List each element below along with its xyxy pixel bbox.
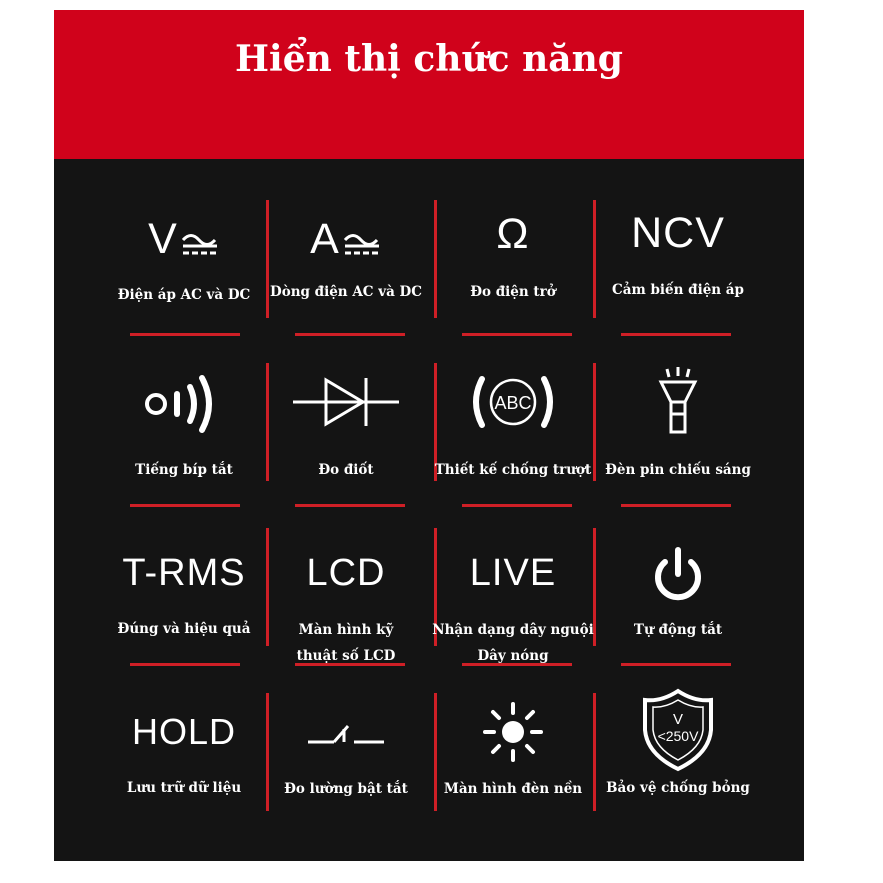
feature-label: Đúng và hiệu quả [117,621,251,637]
feature-label: Thiết kế chống trượt [434,462,592,478]
page-title: Hiển thị chức năng [235,38,623,80]
horizontal-divider [130,504,240,507]
ncv-icon: NCV [631,208,725,257]
feature-label: Dòng điện AC và DC [269,284,422,300]
horizontal-divider [462,504,572,507]
trms-icon: T-RMS [122,551,246,594]
svg-text:<250V: <250V [657,728,699,744]
horizontal-divider [295,333,405,336]
feature-label-line-2: Dây nóng [477,648,549,664]
horizontal-divider [621,504,731,507]
switch-icon [264,693,428,771]
shield-icon [596,691,760,769]
horizontal-divider [130,663,240,666]
feature-label: Đo lường bật tắt [284,781,408,797]
ac-dc-voltage-icon: V [102,200,266,278]
beep-icon [102,363,266,441]
ac-dc-current-icon: A [264,200,428,278]
horizontal-divider [462,333,572,336]
feature-label: Lưu trữ dữ liệu [126,780,242,796]
svg-text:V: V [672,711,684,728]
feature-label: Tự động tắt [633,622,723,638]
feature-label: Đèn pin chiếu sáng [605,462,751,478]
live-icon: LIVE [469,551,557,594]
feature-label: Đo điốt [318,462,374,478]
feature-label-line-1: Màn hình kỹ [298,622,394,638]
feature-panel [54,10,804,861]
feature-label: Điện áp AC và DC [117,287,251,303]
feature-label-line-2: thuật số LCD [296,648,396,664]
abc-anti-slip-icon [431,363,595,441]
header-banner [54,10,804,159]
horizontal-divider [130,333,240,336]
power-icon [596,536,760,614]
horizontal-divider [621,333,731,336]
horizontal-divider [621,663,731,666]
feature-label: Đo điện trở [470,284,556,300]
feature-label: Bảo vệ chống bỏng [606,780,750,796]
feature-label: Tiếng bíp tắt [135,462,233,478]
svg-text:ABC: ABC [494,393,532,413]
sun-backlight-icon [431,693,595,771]
lcd-icon: LCD [306,551,386,594]
horizontal-divider [295,504,405,507]
feature-label: Màn hình đèn nền [443,781,583,797]
ohm-icon: Ω [496,209,530,258]
diode-icon [264,363,428,441]
hold-icon: HOLD [131,711,237,752]
feature-label: Cảm biến điện áp [611,282,744,298]
feature-label-line-1: Nhận dạng dây nguội [432,622,594,638]
flashlight-icon [596,363,760,441]
